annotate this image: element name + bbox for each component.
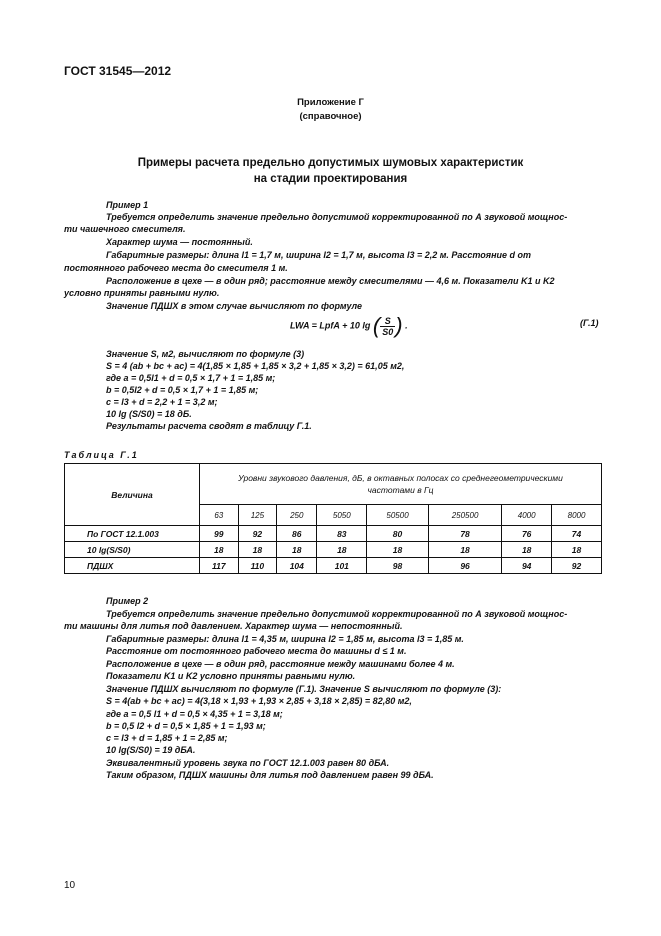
table-cell: 18: [317, 542, 367, 558]
example2-line: c = l3 + d = 1,85 + 1 = 2,85 м;: [106, 733, 228, 743]
document-header: ГОСТ 31545—2012: [64, 64, 172, 78]
table-cell: 104: [277, 558, 317, 574]
example1-calc: b = 0,5l2 + d = 0,5 × 1,7 + 1 = 1,85 м;: [106, 385, 259, 395]
results-table: [64, 463, 602, 574]
example2-line: b = 0,5 l2 + d = 0,5 × 1,85 + 1 = 1,93 м;: [106, 721, 266, 731]
example1-line: Габаритные размеры: длина l1 = 1,7 м, ширина l2 = 1,7 м, высота l3 = 2,2 м. Расстояние d от: [106, 250, 532, 260]
example1-line: ти чашечного смесителя.: [64, 224, 186, 234]
freq-cell: 125: [238, 505, 277, 526]
table-cell: 83: [317, 526, 367, 542]
example1-line: постоянного рабочего места до смесителя 1 м.: [64, 263, 288, 273]
formula-g1: [290, 315, 408, 337]
example1-line: Значение ПДШХ в этом случае вычисляют по формуле: [106, 301, 362, 311]
formula-paren-left: (: [372, 313, 381, 338]
table-cell: 76: [502, 526, 552, 542]
row-label: 10 lg(S/S0): [65, 542, 200, 558]
example1-calc: c = l3 + d = 2,2 + 1 = 3,2 м;: [106, 397, 218, 407]
table-col-header: Величина: [65, 464, 200, 526]
freq-cell: 63: [200, 505, 239, 526]
example1-calc: где a = 0,5l1 + d = 0,5 × 1,7 + 1 = 1,85 м;: [106, 373, 276, 383]
example2-line: Таким образом, ПДШХ машины для литья под давлением равен 99 дБА.: [106, 770, 434, 780]
section-title-line1: Примеры расчета предельно допустимых шумовых характеристик: [137, 157, 524, 169]
formula-lhs: LWA = LpfA + 10 lg: [290, 320, 371, 331]
example2-line: Эквивалентный уровень звука по ГОСТ 12.1.003 равен 80 дБА.: [106, 758, 390, 768]
freq-cell: 250: [277, 505, 317, 526]
example2-line: Требуется определить значение предельно допустимой корректированной по А звуковой мощнос-: [106, 609, 568, 619]
example2-line: Показатели K1 и K2 условно приняты равными нулю.: [106, 671, 356, 681]
freq-cell: 8000: [552, 505, 602, 526]
table-cell: 98: [367, 558, 429, 574]
freq-cell: 250500: [428, 505, 501, 526]
freq-cell: 4000: [502, 505, 552, 526]
appendix-subtitle: (справочное): [299, 111, 362, 122]
table-cell: 94: [502, 558, 552, 574]
example1-calc: S = 4 (ab + bc + ac) = 4(1,85 × 1,85 + 1,85 × 3,2 + 1,85 × 3,2) = 61,05 м2,: [106, 361, 405, 371]
formula-paren-right: ): [395, 313, 403, 338]
table-cell: 110: [238, 558, 277, 574]
table-cell: 117: [200, 558, 239, 574]
example2-line: ти машины для литья под давлением. Характер шума — непостоянный.: [64, 621, 403, 631]
example2-line: S = 4(ab + bc + ac) = 4(3,18 × 1,93 + 1,93 × 2,85 + 3,18 × 2,85) = 82,80 м2,: [106, 696, 412, 706]
example1-line: Характер шума — постоянный.: [106, 237, 253, 247]
row-label: По ГОСТ 12.1.003: [65, 526, 200, 542]
table-cell: 18: [552, 542, 602, 558]
formula-number: (Г.1): [580, 318, 599, 328]
table-cell: 96: [428, 558, 501, 574]
table-row: [65, 542, 602, 558]
table-cell: 92: [552, 558, 602, 574]
formula-numerator: S: [380, 316, 395, 327]
example1-calc: Значение S, м2, вычисляют по формуле (3): [106, 349, 305, 359]
example2-line: Расположение в цехе — в один ряд, расстояние между машинами более 4 м.: [106, 659, 455, 669]
table-header-row: [65, 464, 602, 505]
formula-fraction: [380, 316, 395, 337]
table-cell: 78: [428, 526, 501, 542]
example2-line: Габаритные размеры: длина l1 = 4,35 м, ширина l2 = 1,85 м, высота l3 = 1,85 м.: [106, 634, 464, 644]
table-row: [65, 526, 602, 542]
table-cell: 18: [200, 542, 239, 558]
example1-heading: Пример 1: [106, 200, 149, 210]
example1-line: условно приняты равными нулю.: [64, 288, 220, 298]
table-cell: 18: [238, 542, 277, 558]
table-cell: 18: [277, 542, 317, 558]
example2-line: где a = 0,5 l1 + d = 0,5 × 4,35 + 1 = 3,18 м;: [106, 709, 283, 719]
example1-calc: Результаты расчета сводят в таблицу Г.1.: [106, 421, 312, 431]
row-label: ПДШХ: [65, 558, 200, 574]
table-cell: 74: [552, 526, 602, 542]
table-cell: 18: [502, 542, 552, 558]
freq-cell: 50500: [367, 505, 429, 526]
formula-denominator: S0: [382, 326, 394, 337]
appendix-title: Приложение Г: [297, 97, 364, 108]
page-number: 10: [64, 880, 76, 891]
example2-line: Расстояние от постоянного рабочего места до машины d ≤ 1 м.: [106, 646, 407, 656]
section-title-line2: на стадии проектирования: [253, 173, 408, 185]
table-caption: Таблица Г.1: [64, 450, 139, 460]
example1-line: Расположение в цехе — в один ряд; расстояние между смесителями — 4,6 м. Показатели K1 и K2: [106, 276, 555, 286]
table-cell: 101: [317, 558, 367, 574]
table-row: [65, 558, 602, 574]
table-cell: 86: [277, 526, 317, 542]
table-cell: 80: [367, 526, 429, 542]
table-cell: 18: [367, 542, 429, 558]
example1-calc: 10 lg (S/S0) = 18 дБ.: [106, 409, 192, 419]
example2-line: Значение ПДШХ вычисляют по формуле (Г.1). Значение S вычисляют по формуле (3):: [106, 684, 502, 694]
example2-line: 10 lg(S/S0) = 19 дБА.: [106, 745, 196, 755]
example1-line: Требуется определить значение предельно допустимой корректированной по А звуковой мощнос-: [106, 212, 568, 222]
example2-heading: Пример 2: [106, 596, 149, 606]
formula-tail: .: [405, 320, 408, 331]
table-group-header: Уровни звукового давления, дБ, в октавных полосах со среднегеометрическими частотами в Гц: [200, 464, 602, 505]
freq-cell: 5050: [317, 505, 367, 526]
table-cell: 18: [428, 542, 501, 558]
table-cell: 92: [238, 526, 277, 542]
table-cell: 99: [200, 526, 239, 542]
